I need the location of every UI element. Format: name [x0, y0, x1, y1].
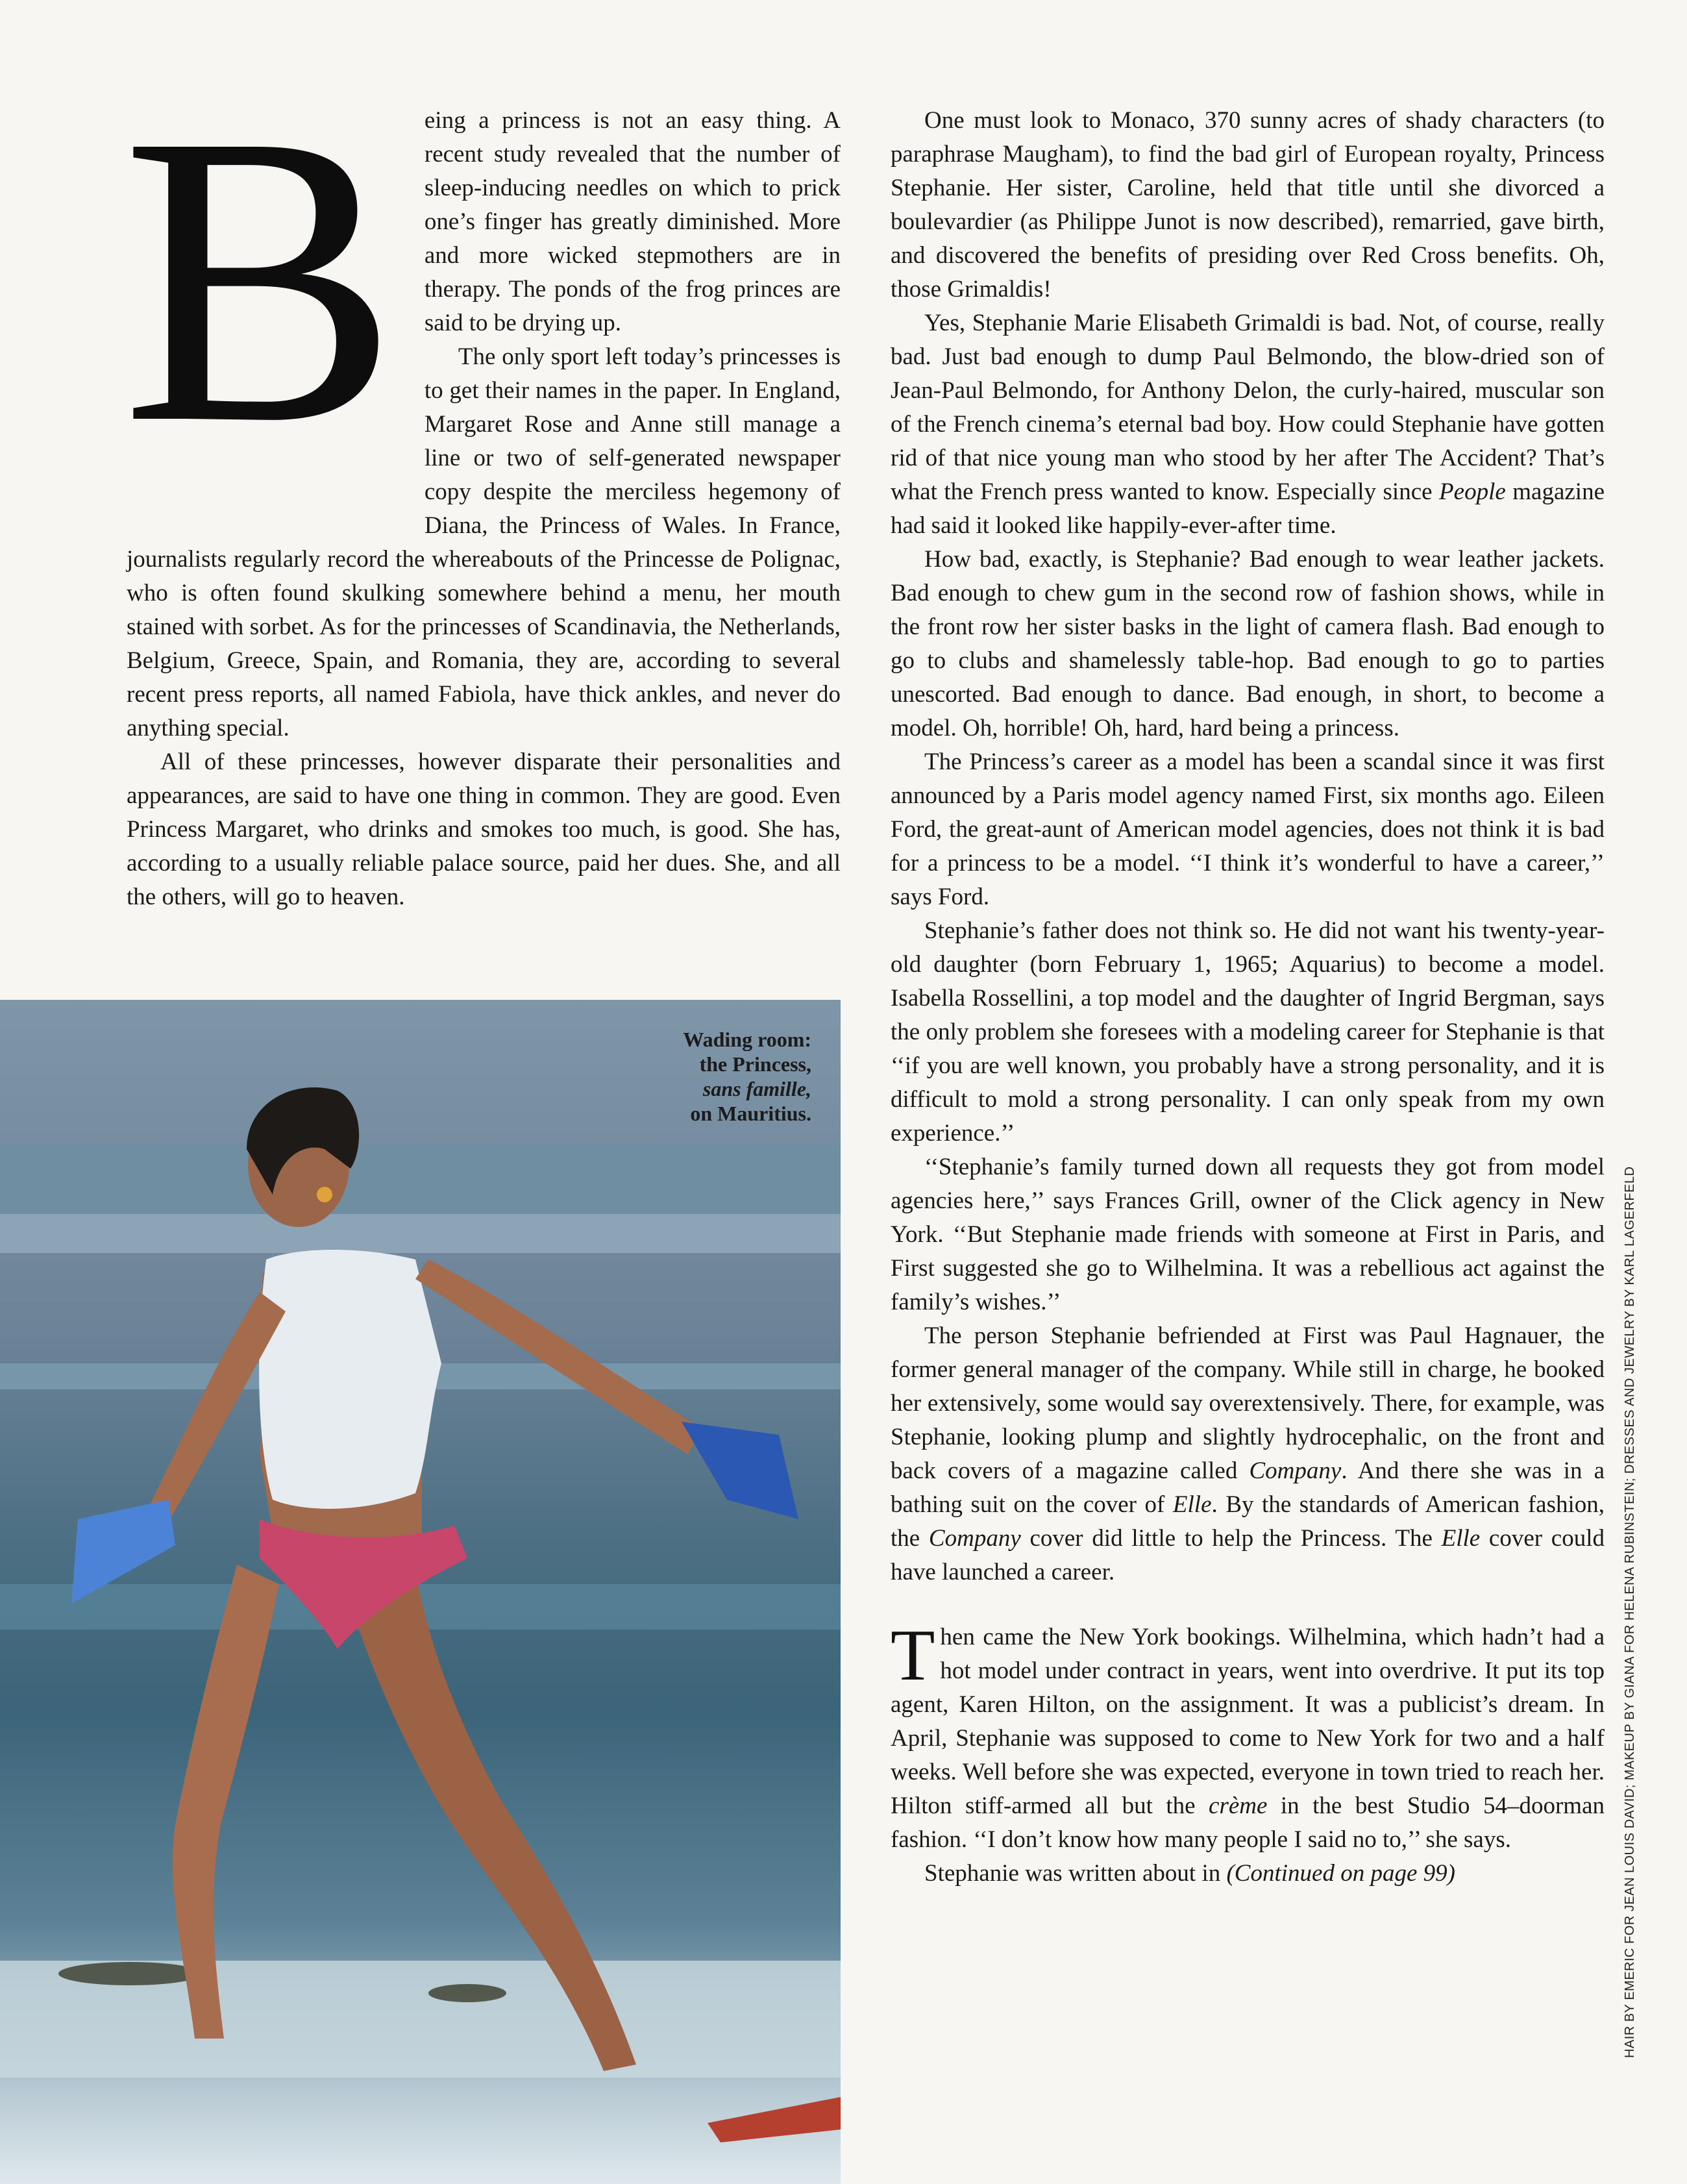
magazine-title: Company	[1249, 1458, 1342, 1484]
magazine-title: Elle	[1172, 1491, 1212, 1518]
caption-line-4: on Mauritius.	[690, 1102, 811, 1125]
paragraph-3: All of these princesses, however disparate their personalities and appearances, are said to have one thing in common. They are good. Even Princess Margaret, who drinks and smokes too much, is good. She has, according to a usually reliable palace source, paid her dues. She, and all the others, will go to heaven.	[127, 749, 841, 910]
caption-line-2: the Princess,	[699, 1052, 811, 1076]
text-span: cover could have launched a career.	[891, 1525, 1605, 1585]
paragraph-10	[891, 1319, 1605, 1589]
photo-caption	[636, 1027, 811, 1126]
section-break	[891, 1589, 1605, 1620]
text-span: in the best Studio 54–doorman fashion. ‘‘I don’t know how many people I said no to,’’ she says.	[891, 1793, 1605, 1853]
paragraph-6: How bad, exactly, is Stephanie? Bad enough to wear leather jackets. Bad enough to chew gum in the second row of fashion shows, while in the front row her sister basks in the light of camera flash. Bad enough to go to clubs and shamelessly table-hop. Bad enough to go to parties unescorted. Bad enough to dance. Bad enough, in short, to become a model. Oh, horrible! Oh, hard, hard being a princess.	[891, 546, 1605, 741]
right-column	[891, 104, 1605, 1891]
photo-credit: HAIR BY EMERIC FOR JEAN LOUIS DAVID; MAKEUP BY GIANA FOR HELENA RUBINSTEIN; DRESSES AND JEWELRY BY KARL LAGERFELD	[1623, 1166, 1637, 2058]
paragraph-11	[891, 1615, 1605, 1857]
paragraph-1: eing a princess is not an easy thing. A recent study revealed that the number of sleep-inducing needles on which to prick one’s finger has greatly diminished. More and more wicked stepmothers are in therapy. The ponds of the frog princes are said to be drying up.	[424, 107, 841, 336]
continued-note: (Continued on page 99)	[1226, 1860, 1455, 1887]
paragraph-12	[891, 1857, 1605, 1891]
text-span: . By the standards of American fashion, the	[891, 1491, 1605, 1552]
text-span: The person Stephanie befriended at First was Paul Hagnauer, the former general manager of the company. While still in charge, he booked her extensively, some would say overextensively. There, for example, was Stephanie, looking plump and slightly hydrocephalic, on the front and back covers of a magazine called	[891, 1322, 1605, 1484]
drop-cap-b: B	[121, 49, 399, 509]
paragraph-7: The Princess’s career as a model has been a scandal since it was first announced by a Paris model agency named First, six months ago. Eileen Ford, the great-aunt of American model agencies, does not think it is bad for a princess to be a model. ‘‘I think it’s wonderful to have a career,’’ says Ford.	[891, 749, 1605, 910]
left-column	[121, 49, 841, 914]
photo-illustration	[0, 1000, 841, 2184]
text-span: magazine had said it looked like happily-ever-after time.	[891, 478, 1605, 539]
text-span: hen came the New York bookings. Wilhelmina, which hadn’t had a hot model under contract in years, went into overdrive. It put its top agent, Karen Hilton, on the assignment. It was a publicist’s dream. In April, Stephanie was supposed to come to New York for two and a half weeks. Well before she was expected, everyone in town tried to reach her. Hilton stiff-armed all but the	[891, 1624, 1605, 1819]
text-span: . And there she was in a bathing suit on the cover of	[891, 1458, 1605, 1518]
text-span: Yes, Stephanie Marie Elisabeth Grimaldi is bad. Not, of course, really bad. Just bad enough to dump Paul Belmondo, the blow-dried son of Jean-Paul Belmondo, for Anthony Delon, the curly-haired, muscular son of the French cinema’s eternal bad boy. How could Stephanie have gotten rid of that nice young man who stood by her after The Accident? That’s what the French press wanted to know. Especially since	[891, 310, 1605, 505]
paragraph-4: One must look to Monaco, 370 sunny acres of shady characters (to paraphrase Maugham), to find the bad girl of European royalty, Princess Stephanie. Her sister, Caroline, held that title until she divorced a boulevardier (as Philippe Junot is now described), remarried, gave birth, and discovered the benefits of presiding over Red Cross benefits. Oh, those Grimaldis!	[891, 107, 1605, 303]
text-span: Stephanie was written about in	[924, 1860, 1227, 1887]
caption-line-1: Wading room:	[683, 1028, 811, 1051]
magazine-title: Elle	[1441, 1525, 1481, 1552]
drop-cap-t: T	[891, 1615, 935, 1696]
caption-line-3: sans famille,	[702, 1077, 811, 1100]
beach-photo	[0, 1000, 841, 2184]
magazine-title: People	[1439, 478, 1506, 505]
paragraph-2: The only sport left today’s princesses is to get their names in the paper. In England, Margaret Rose and Anne still manage a line or two of self-generated newspaper copy despite the merciless hegemony of Diana, the Princess of Wales. In France, journalists regularly record the whereabouts of the Princesse de Polignac, who is often found skulking somewhere behind a menu, her mouth stained with sorbet. As for the princesses of Scandinavia, the Netherlands, Belgium, Greece, Spain, and Romania, they are, according to several recent press reports, all named Fabiola, have thick ankles, and never do anything special.	[127, 343, 841, 741]
italic-word: crème	[1209, 1793, 1268, 1819]
paragraph-9: ‘‘Stephanie’s family turned down all requests they got from model agencies here,’’ says Frances Grill, owner of the Click agency in New York. ‘‘But Stephanie made friends with someone at First in Paris, and First suggested she go to Wilhelmina. It was a rebellious act against the family’s wishes.’’	[891, 1154, 1605, 1315]
text-span: cover did little to help the Princess. The	[1020, 1525, 1442, 1552]
magazine-title: Company	[928, 1525, 1021, 1552]
paragraph-5	[891, 306, 1605, 543]
paragraph-8: Stephanie’s father does not think so. He did not want his twenty-year-old daughter (born February 1, 1965; Aquarius) to become a model. Isabella Rossellini, a top model and the daughter of Ingrid Bergman, says the only problem she foresees with a modeling career for Stephanie is that ‘‘if you are well known, you probably have a strong personality, and it is difficult to mold a strong personality. I can only speak from my own experience.’’	[891, 917, 1605, 1147]
